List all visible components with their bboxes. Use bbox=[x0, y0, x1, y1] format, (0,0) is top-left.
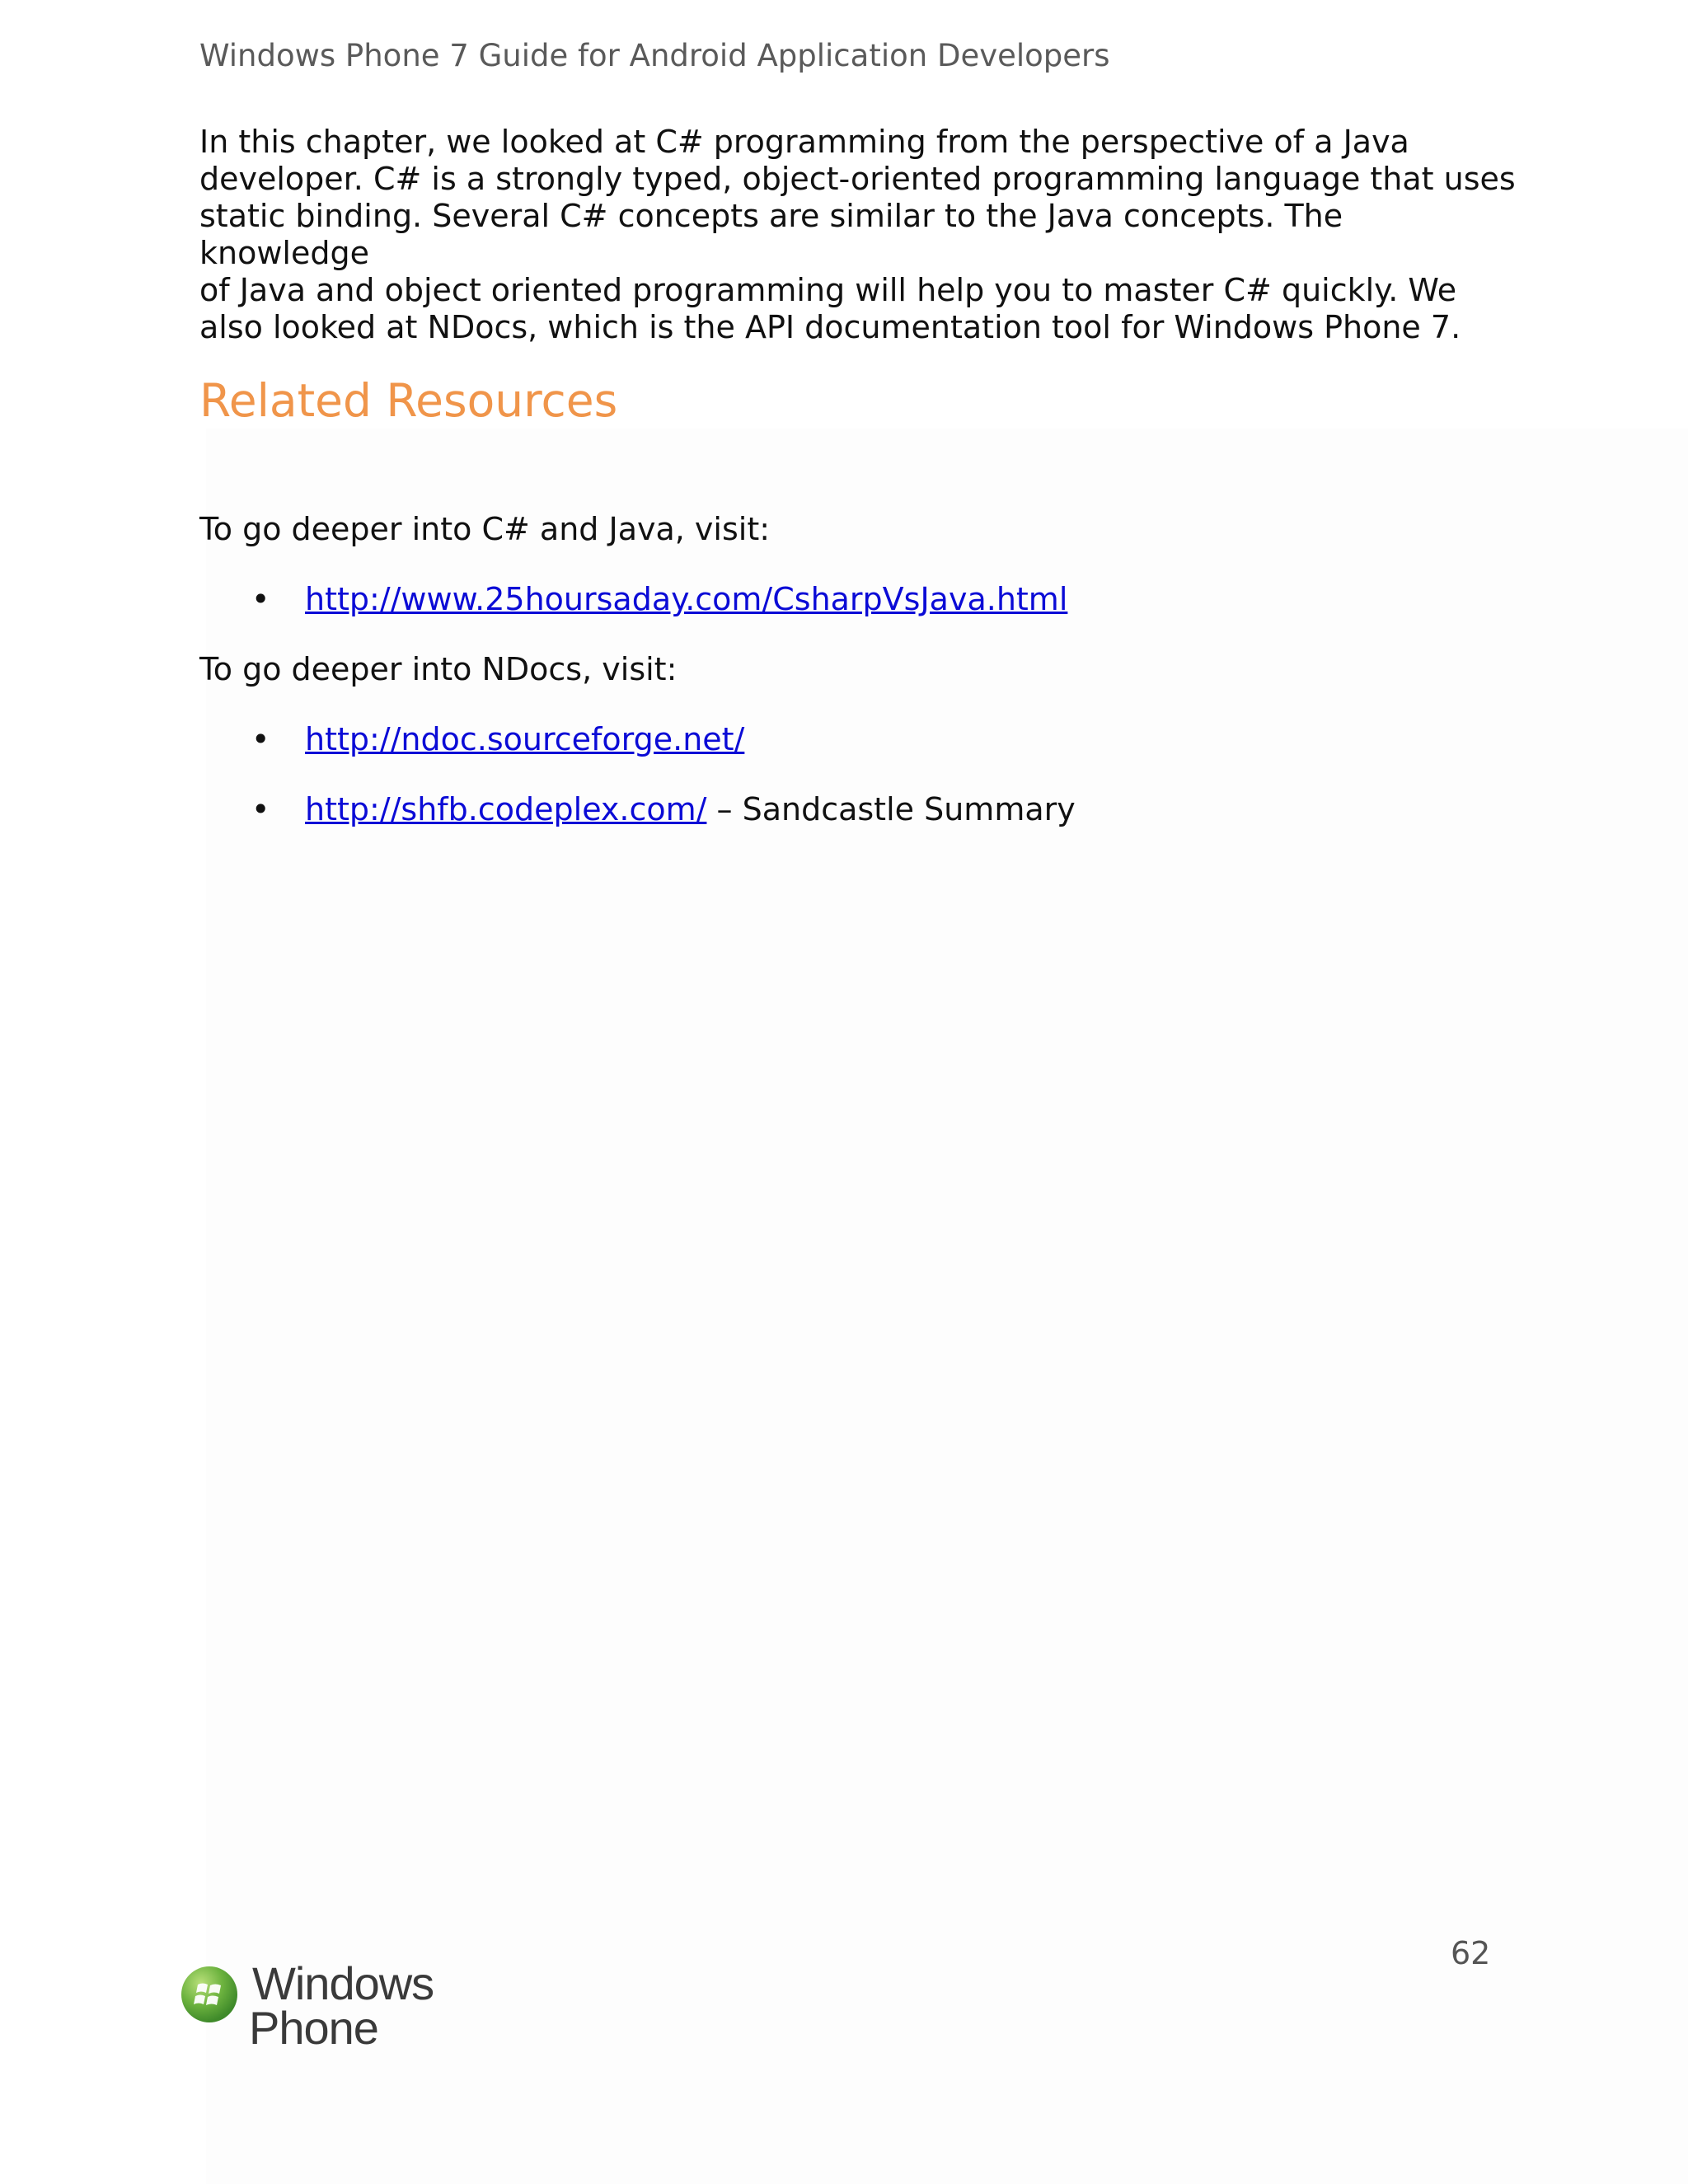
list-item bbox=[251, 791, 1076, 827]
link-shfb-codeplex[interactable]: http://shfb.codeplex.com/ bbox=[305, 791, 707, 827]
logo-wordmark bbox=[249, 1957, 434, 2054]
page-number: 62 bbox=[1451, 1935, 1491, 1971]
list-item bbox=[251, 581, 1067, 617]
section-title-related-resources: Related Resources bbox=[199, 374, 618, 427]
page-background bbox=[206, 429, 1688, 2184]
ndocs-intro: To go deeper into NDocs, visit: bbox=[199, 651, 678, 687]
list-item bbox=[251, 721, 744, 757]
bullet-icon: • bbox=[251, 721, 270, 757]
link-csharp-vs-java[interactable]: http://www.25hoursaday.com/CsharpVsJava.html bbox=[305, 581, 1068, 617]
summary-line: static binding. Several C# concepts are similar to the Java concepts. The knowledge bbox=[199, 198, 1343, 271]
logo-line-windows: Windows bbox=[252, 1957, 434, 2009]
link-ndoc-sourceforge[interactable]: http://ndoc.sourceforge.net/ bbox=[305, 721, 745, 757]
summary-line: also looked at NDocs, which is the API documentation tool for Windows Phone 7. bbox=[199, 309, 1461, 345]
running-header: Windows Phone 7 Guide for Android Application Developers bbox=[199, 38, 1110, 73]
summary-line: developer. C# is a strongly typed, object-oriented programming language that uses bbox=[199, 161, 1516, 197]
summary-line: In this chapter, we looked at C# programming from the perspective of a Java bbox=[199, 124, 1409, 160]
logo-line-phone: Phone bbox=[249, 2002, 378, 2054]
windows-phone-logo bbox=[180, 1957, 443, 2060]
csharp-intro: To go deeper into C# and Java, visit: bbox=[199, 511, 771, 547]
link-description: – Sandcastle Summary bbox=[706, 791, 1076, 827]
summary-line: of Java and object oriented programming will help you to master C# quickly. We bbox=[199, 272, 1457, 308]
chapter-summary bbox=[199, 124, 1518, 346]
bullet-icon: • bbox=[251, 581, 270, 617]
bullet-icon: • bbox=[251, 791, 270, 827]
windows-flag-icon bbox=[180, 1965, 239, 2024]
